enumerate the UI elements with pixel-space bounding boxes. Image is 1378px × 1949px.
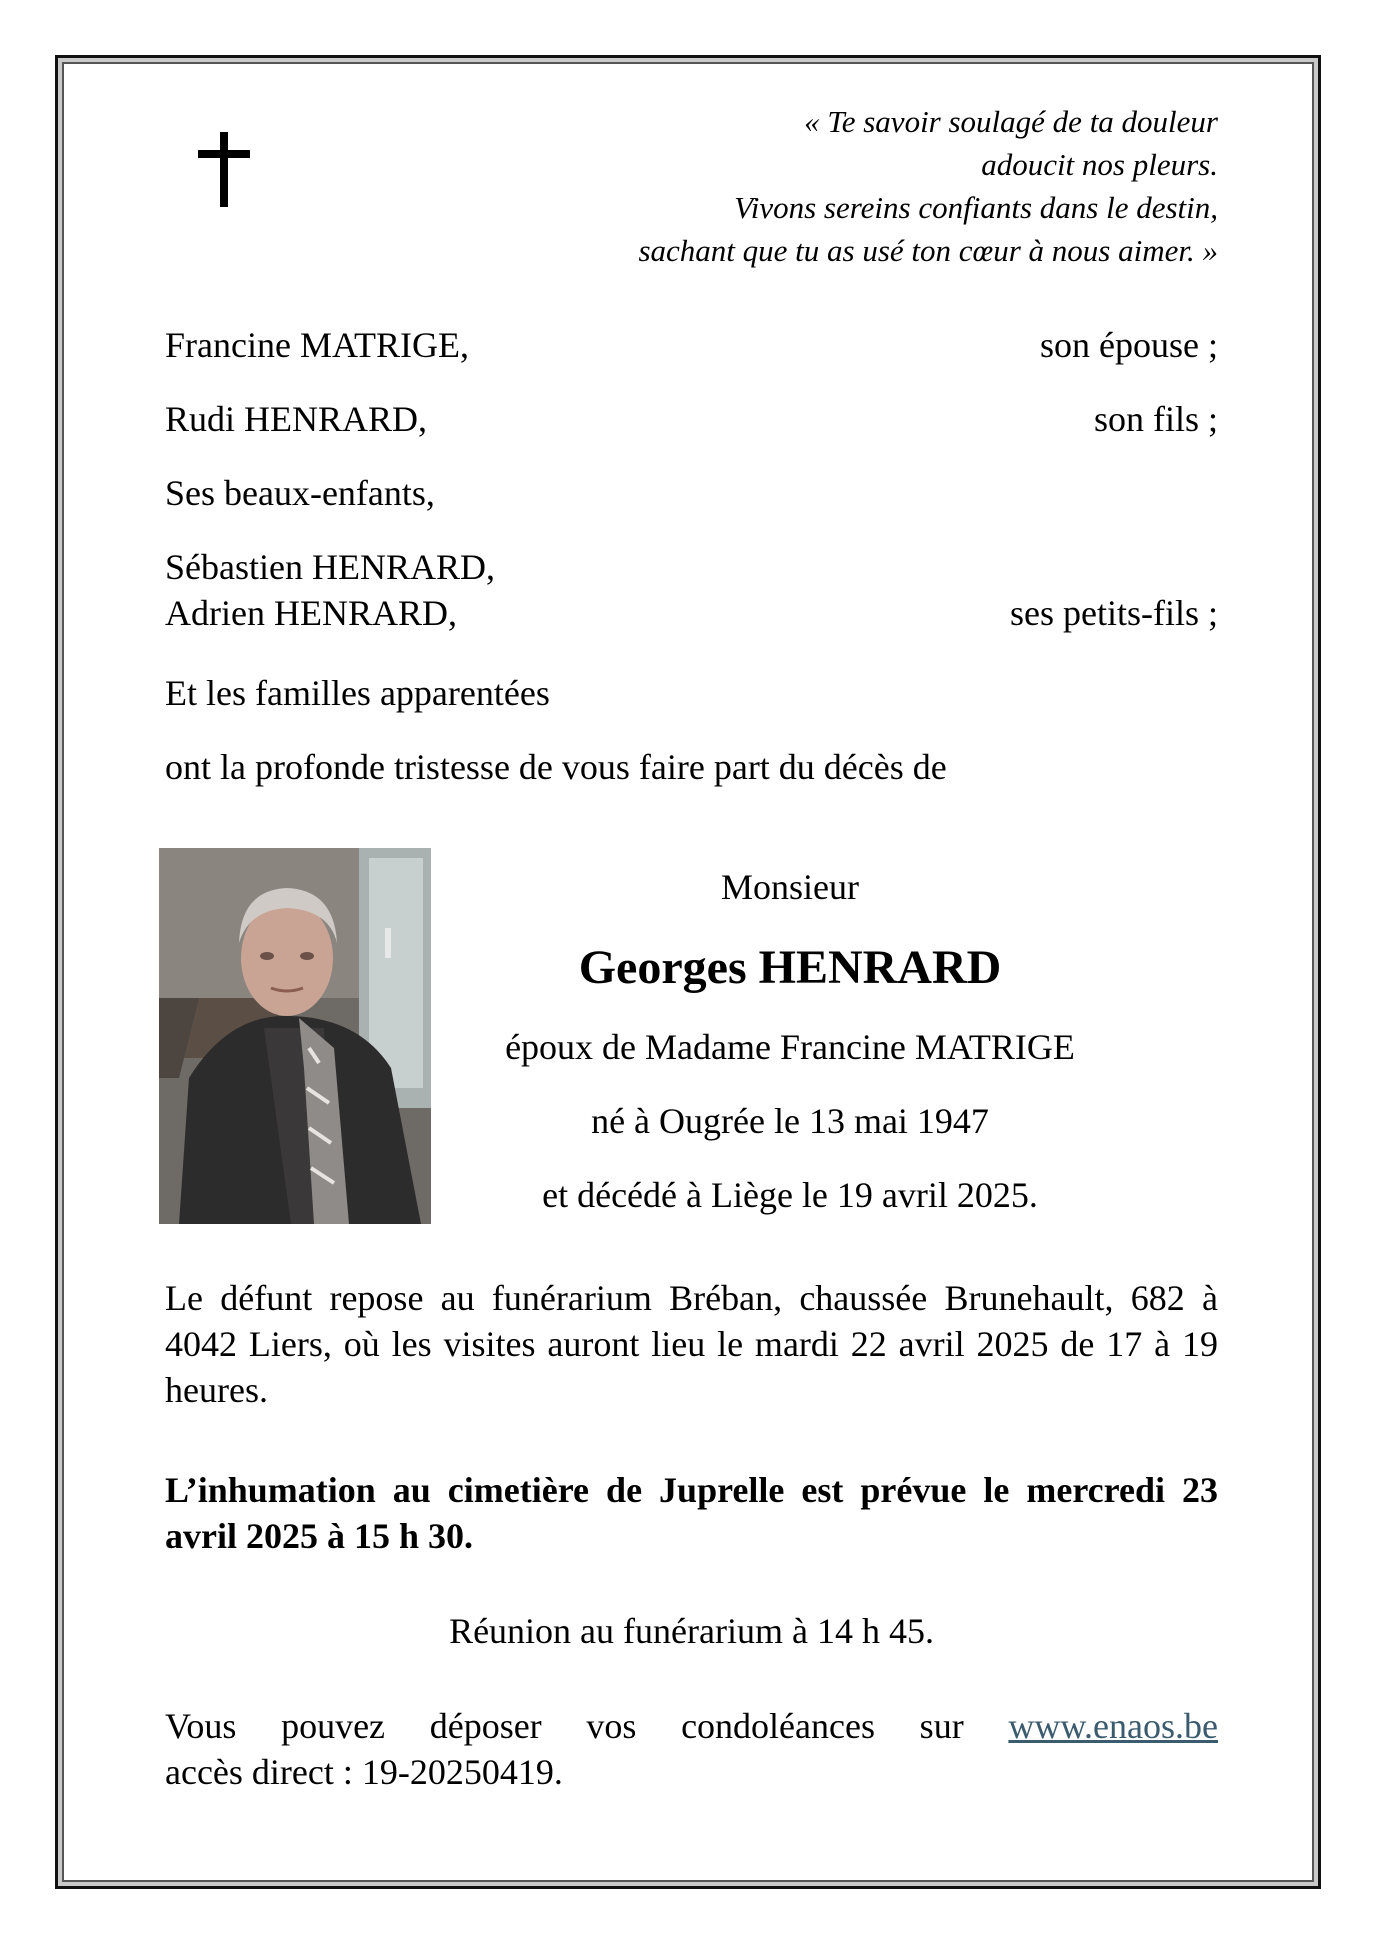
- deceased-photo: [159, 848, 431, 1224]
- condolences-line: [165, 1703, 1218, 1749]
- spouse-name: Francine MATRIGE,: [165, 325, 469, 365]
- son-name: Rudi HENRARD,: [165, 399, 428, 439]
- poem-line: sachant que tu as usé ton cœur à nous aimer. »: [638, 233, 1218, 268]
- announcement-text: ont la profonde tristesse de vous faire part du décès de: [165, 747, 947, 787]
- announcement-row: [165, 744, 1218, 790]
- stepchildren-label: Ses beaux-enfants,: [165, 473, 435, 513]
- grandson-name: Adrien HENRARD,: [165, 593, 457, 633]
- condolences-link[interactable]: www.enaos.be: [1008, 1706, 1218, 1746]
- family-row-grandson1: [165, 544, 1218, 590]
- deceased-birth: né à Ougrée le 13 mai 1947: [591, 1101, 989, 1141]
- access-code-line: accès direct : 19-20250419.: [165, 1752, 563, 1792]
- deceased-death: et décédé à Liège le 19 avril 2025.: [542, 1175, 1038, 1215]
- gathering-note: Réunion au funérarium à 14 h 45.: [449, 1611, 934, 1651]
- family-row-grandson2: [165, 590, 1218, 636]
- poem-line: adoucit nos pleurs.: [981, 147, 1218, 182]
- family-row-relatives: [165, 670, 1218, 716]
- family-row-stepchildren: [165, 470, 1218, 516]
- family-row-son: [165, 396, 1218, 442]
- poem-line: « Te savoir soulagé de ta douleur: [804, 104, 1218, 139]
- spouse-role: son épouse ;: [1040, 325, 1218, 365]
- grandson-name: Sébastien HENRARD,: [165, 547, 495, 587]
- family-row-spouse: [165, 322, 1218, 368]
- son-role: son fils ;: [1093, 399, 1218, 439]
- grandsons-role: ses petits-fils ;: [1010, 593, 1218, 633]
- cross-icon: [198, 132, 250, 207]
- deceased-spouse-line: époux de Madame Francine MATRIGE: [505, 1027, 1075, 1067]
- poem-line: Vivons sereins confiants dans le destin,: [734, 190, 1218, 225]
- visitation-paragraph: Le défunt repose au funérarium Bréban, chaussée Brunehault, 682 à 4042 Liers, où les visites auront lieu le mardi 22 avril 2025 de 17 à 19 heures.: [165, 1278, 1218, 1410]
- poem: [478, 100, 1218, 272]
- deceased-title: Monsieur: [721, 867, 859, 907]
- burial-paragraph: L’inhumation au cimetière de Juprelle est prévue le mercredi 23 avril 2025 à 15 h 30.: [165, 1470, 1218, 1556]
- condolences-text: Vous pouvez déposer vos condoléances sur: [165, 1706, 964, 1746]
- relatives-label: Et les familles apparentées: [165, 673, 550, 713]
- deceased-name: Georges HENRARD: [578, 941, 1002, 994]
